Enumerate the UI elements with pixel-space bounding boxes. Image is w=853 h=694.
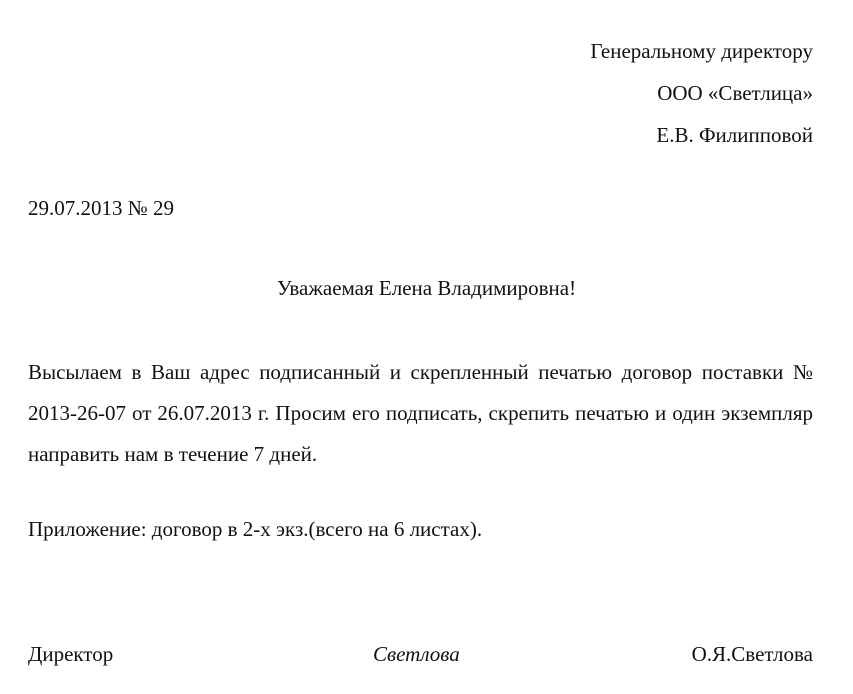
addressee-company: ООО «Светлица»	[657, 81, 813, 105]
signer-name: О.Я.Светлова	[691, 642, 813, 666]
attachment-note: Приложение: договор в 2-х экз.(всего на 6 листах).	[28, 517, 483, 541]
signer-position: Директор	[28, 642, 114, 666]
addressee-block	[590, 30, 813, 156]
signature-row	[28, 637, 813, 671]
date-and-number: 29.07.2013 № 29	[28, 196, 175, 220]
greeting: Уважаемая Елена Владимировна!	[276, 276, 577, 300]
addressee-title: Генеральному директору	[590, 39, 813, 63]
letter-body: Высылаем в Ваш адрес подписанный и скрепленный печатью договор поставки № 2013-26-07 от 26.07.2013 г. Просим его подписать, скрепить печатью и один экземпляр направить нам в течение 7 дней.	[28, 360, 813, 466]
handwritten-signature: Светлова	[373, 642, 460, 666]
addressee-name: Е.В. Филипповой	[656, 123, 813, 147]
